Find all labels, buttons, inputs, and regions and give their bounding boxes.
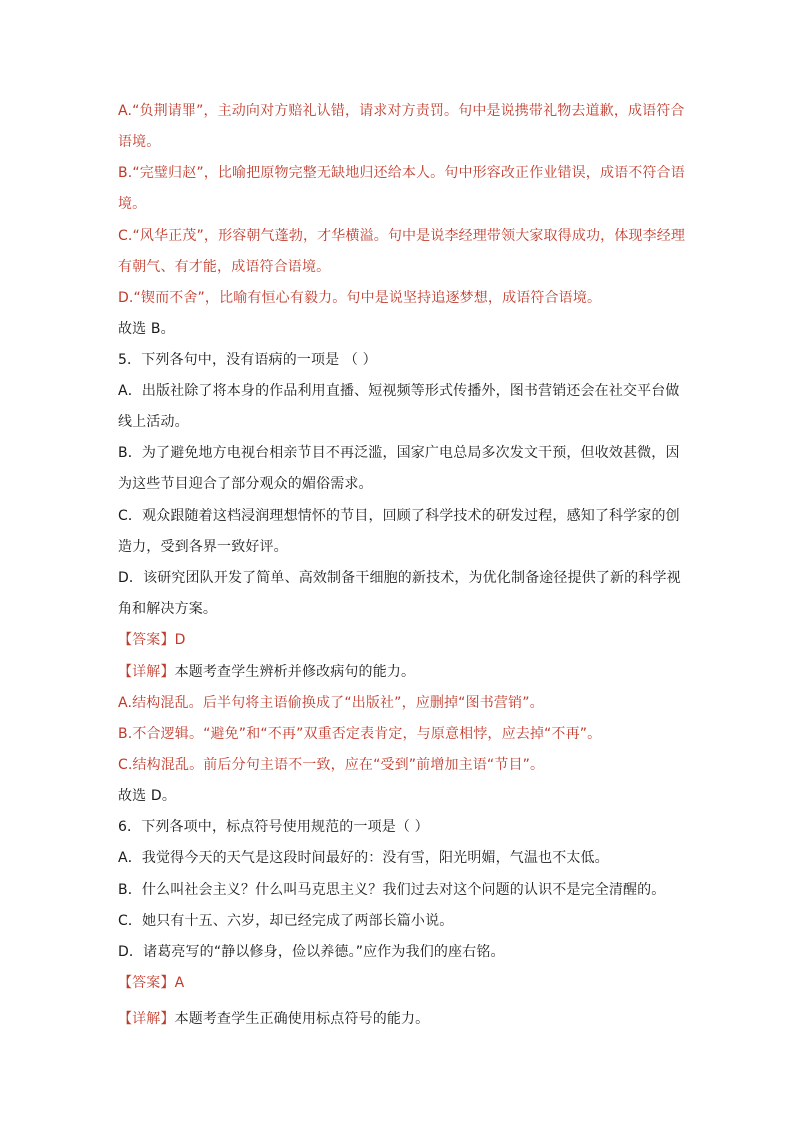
q5-explanation-b: B.不合逻辑。“避免”和“不再”双重否定表肯定，与原意相悖，应去掉“不再”。 — [118, 726, 602, 742]
q4-conclusion: 故选 B。 — [118, 321, 175, 337]
q6-answer-value: A — [174, 975, 185, 991]
q5-stem: 5．下列各句中，没有语病的一项是 （ ） — [118, 352, 377, 368]
q4-explanation-c-line1: C.“风华正茂”，形容朝气蓬勃，才华横溢。句中是说李经理带领大家取得成功，体现李经理 — [118, 228, 686, 244]
q6-option-c: C．她只有十五、六岁，却已经完成了两部长篇小说。 — [118, 913, 454, 929]
q4-explanation-c-line2: 有朝气、有才能，成语符合语境。 — [118, 259, 331, 275]
q5-option-a-line2: 线上活动。 — [118, 414, 189, 430]
q5-option-c-line2: 造力，受到各界一致好评。 — [118, 539, 288, 555]
q5-option-d-line2: 角和解决方案。 — [118, 601, 218, 617]
q5-answer-value: D — [174, 632, 186, 648]
q4-explanation-a-line2: 语境。 — [118, 134, 161, 150]
q6-stem: 6．下列各项中，标点符号使用规范的一项是（ ） — [118, 819, 429, 835]
q5-option-b-line1: B．为了避免地方电视台相亲节目不再泛滥，国家广电总局多次发文干预，但收效甚微，因 — [118, 445, 680, 461]
q4-explanation-a-line1: A.“负荆请罪”，主动向对方赔礼认错，请求对方责罚。句中是说携带礼物去道歉，成语符合 — [118, 103, 685, 119]
q6-option-d: D．诸葛亮写的“静以修身，俭以养德。”应作为我们的座右铭。 — [118, 944, 505, 960]
q6-detail-text: 本题考查学生正确使用标点符号的能力。 — [174, 1011, 430, 1027]
q5-answer — [118, 630, 690, 650]
q6-option-a: A．我觉得今天的天气是这段时间最好的：没有雪，阳光明媚，气温也不太低。 — [118, 850, 609, 866]
q5-answer-tag: 【答案】 — [118, 632, 175, 648]
q5-detail — [118, 662, 690, 682]
q6-detail-tag: 【详解】 — [118, 1011, 175, 1027]
q5-detail-text: 本题考查学生辨析并修改病句的能力。 — [174, 664, 416, 680]
q6-detail — [118, 1009, 690, 1029]
q5-option-d-line1: D．该研究团队开发了简单、高效制备干细胞的新技术，为优化制备途径提供了新的科学视 — [118, 570, 681, 586]
q5-explanation-a: A.结构混乱。后半句将主语偷换成了“出版社”，应删掉“图书营销”。 — [118, 695, 544, 711]
q4-explanation-b-line1: B.“完璧归赵”，比喻把原物完整无缺地归还给本人。句中形容改正作业错误，成语不符合语 — [118, 165, 685, 181]
q5-option-b-line2: 为这些节目迎合了部分观众的媚俗需求。 — [118, 476, 373, 492]
q6-option-b: B．什么叫社会主义？什么叫马克思主义？我们过去对这个问题的认识不是完全清醒的。 — [118, 882, 666, 898]
q6-answer — [118, 973, 690, 993]
q5-option-c-line1: C．观众跟随着这档浸润理想情怀的节目，回顾了科学技术的研发过程，感知了科学家的创 — [118, 508, 680, 524]
q5-conclusion: 故选 D。 — [118, 788, 176, 804]
q5-detail-tag: 【详解】 — [118, 664, 175, 680]
q5-explanation-c: C.结构混乱。前后分句主语不一致，应在“受到”前增加主语“节目”。 — [118, 757, 545, 773]
q5-option-a-line1: A．出版社除了将本身的作品利用直播、短视频等形式传播外，图书营销还会在社交平台做 — [118, 383, 680, 399]
q4-explanation-d-line1: D.“锲而不舍”，比喻有恒心有毅力。句中是说坚持追逐梦想，成语符合语境。 — [118, 290, 602, 306]
q6-answer-tag: 【答案】 — [118, 975, 175, 991]
q4-explanation-b-line2: 境。 — [118, 196, 147, 212]
